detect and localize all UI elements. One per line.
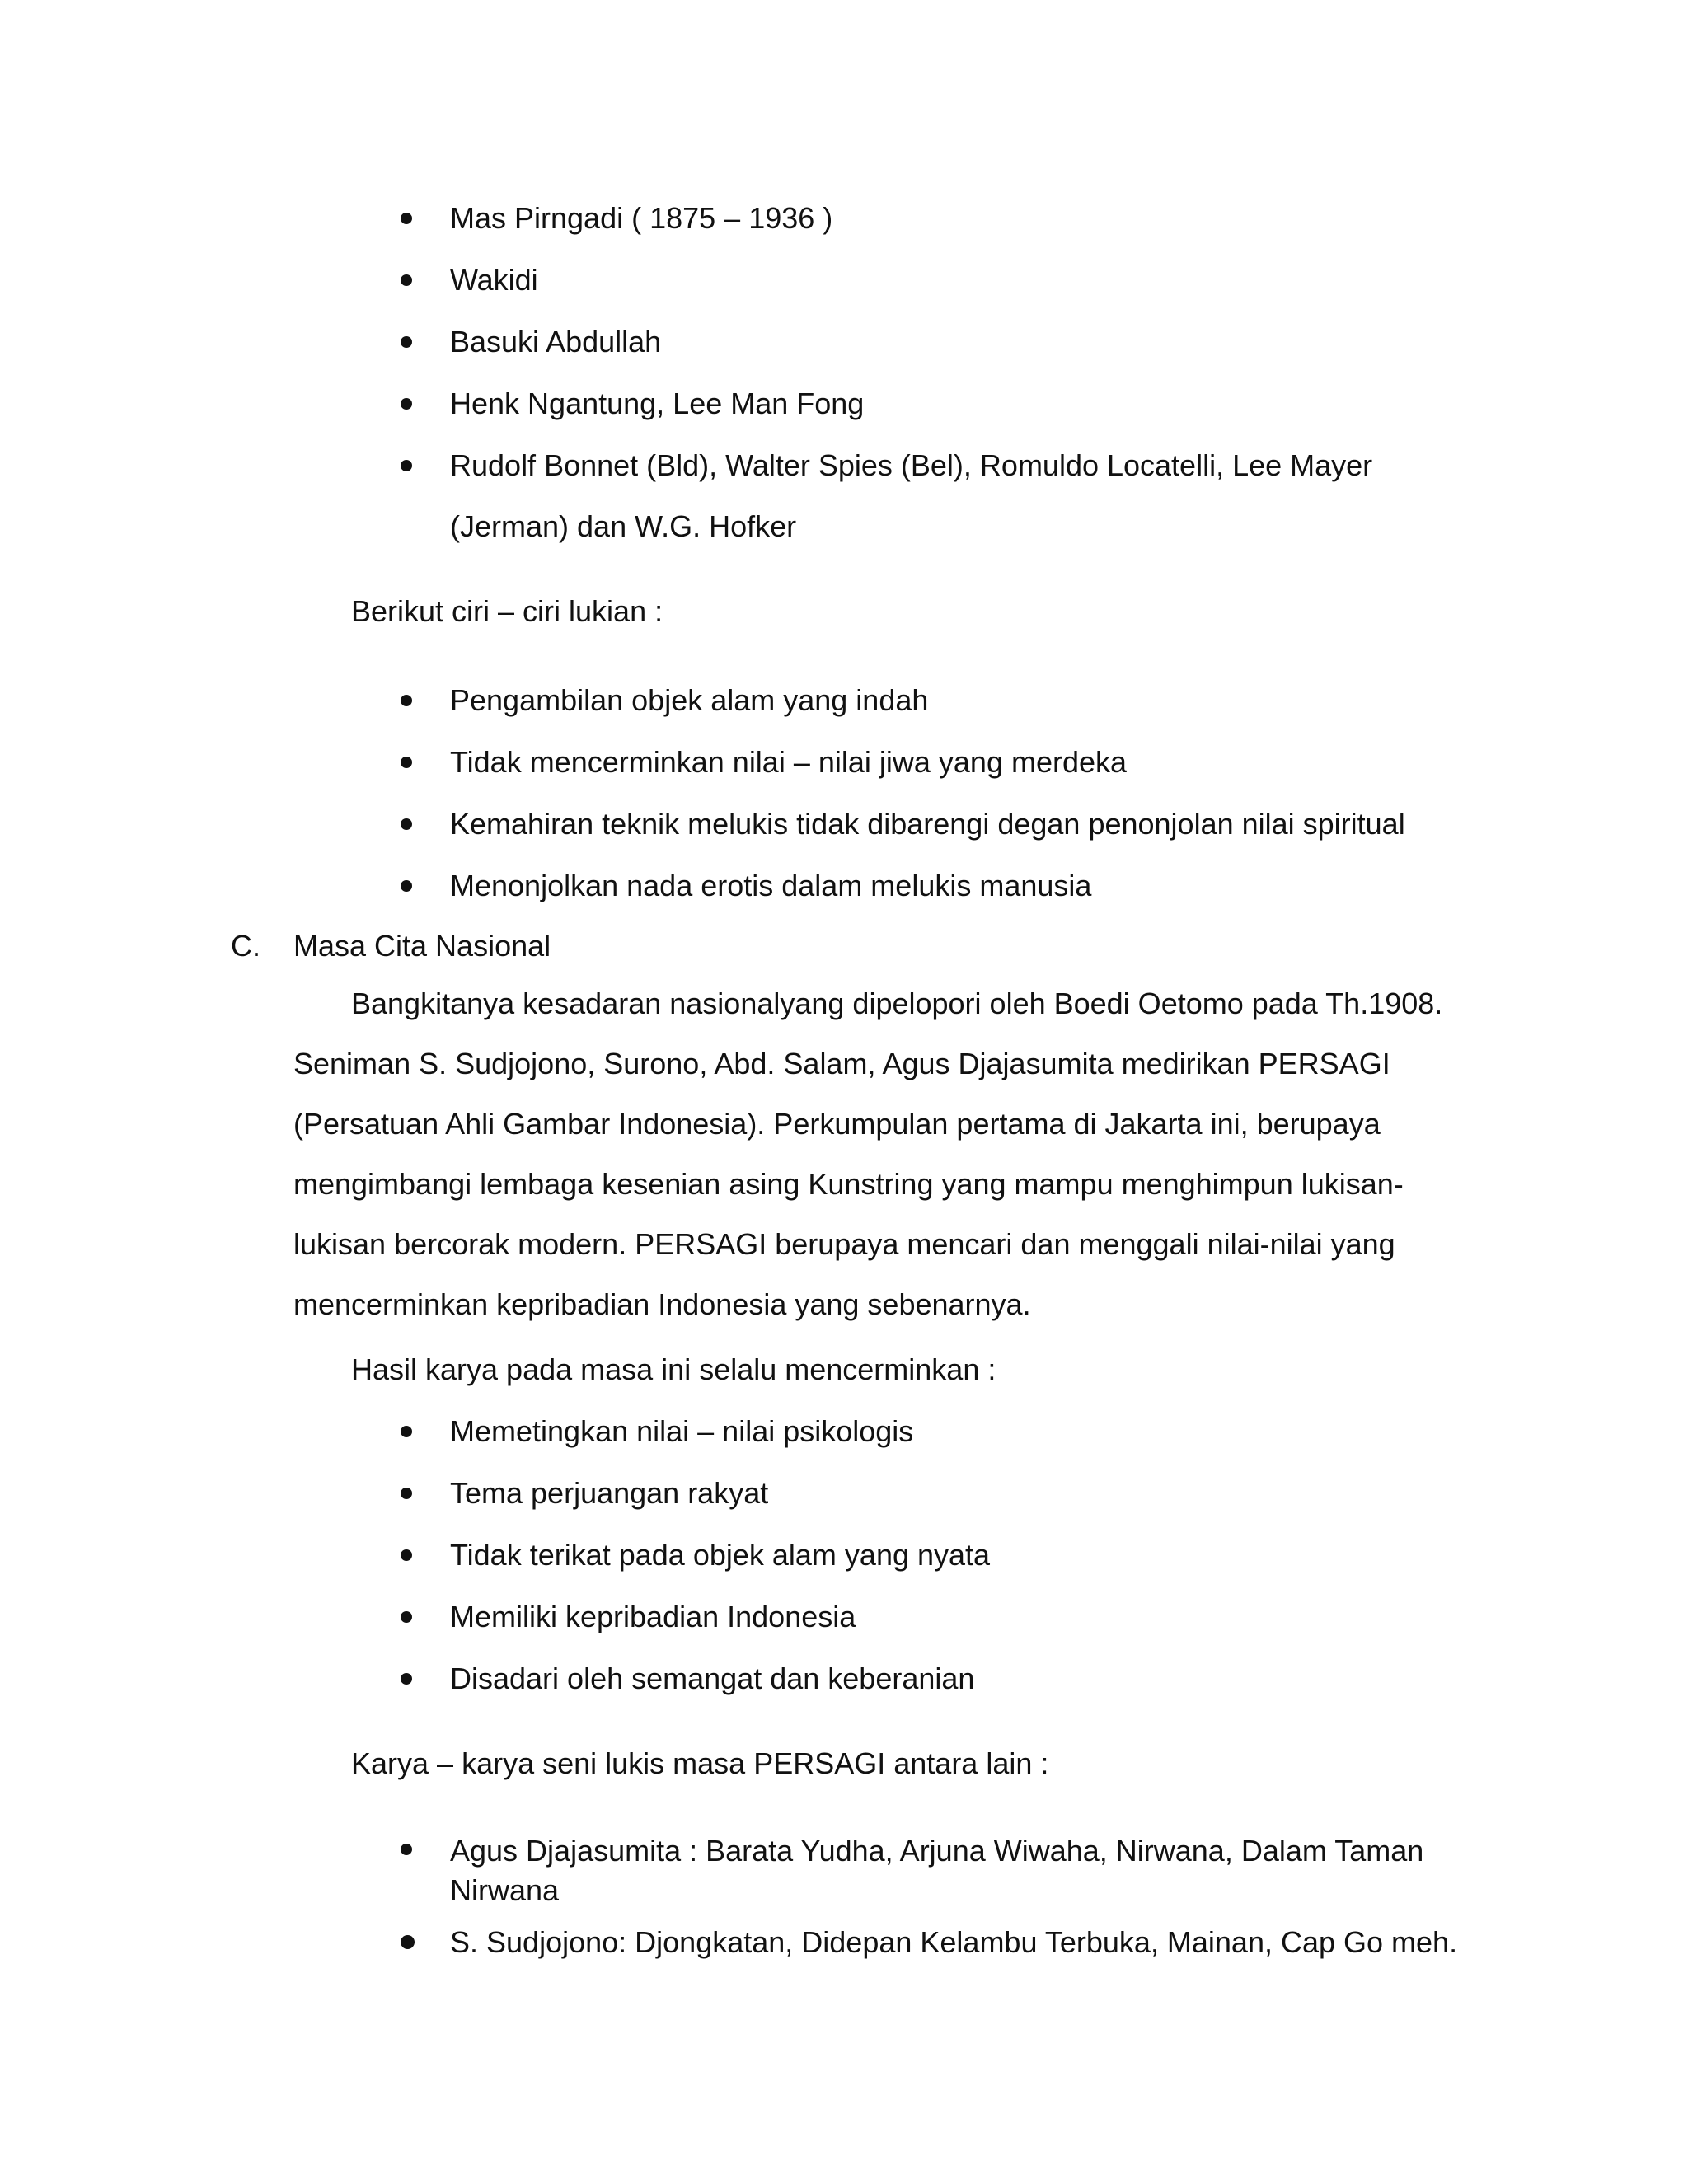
bullet-icon <box>401 695 412 706</box>
section-paragraph: Bangkitanya kesadaran nasionalyang dipelopori oleh Boedi Oetomo pada Th.1908. Seniman S. Sudjojono, Surono, Abd. Salam, Agus Djajasumita medirikan PERSAGI (Persatuan Ahli Gambar Indonesia). Perkumpulan pertama di Jakarta ini, berupaya mengimbangi lembaga kesenian asing Kunstring yang mampu menghimpun lukisan-lukisan bercorak modern. PERSAGI berupaya mencari dan menggali nilai-nilai yang mencerminkan kepribadian Indonesia yang sebenarnya. <box>293 987 1443 1321</box>
list-item-text: Basuki Abdullah <box>450 325 662 359</box>
bullet-icon <box>401 757 412 768</box>
list-item-text: Agus Djajasumita : Barata Yudha, Arjuna Wiwaha, Nirwana, Dalam Taman Nirwana <box>450 1834 1424 1907</box>
karya-intro: Karya – karya seni lukis masa PERSAGI antara lain : <box>351 1746 1049 1780</box>
bullet-icon <box>401 1426 412 1437</box>
bullet-icon <box>401 398 412 410</box>
list-item-text: Mas Pirngadi ( 1875 – 1936 ) <box>450 201 833 235</box>
list-item-text: Memiliki kepribadian Indonesia <box>450 1600 856 1633</box>
bullet-icon <box>401 460 412 471</box>
bullet-icon <box>401 1611 412 1623</box>
list-item-text: Tema perjuangan rakyat <box>450 1476 769 1510</box>
hasil-intro: Hasil karya pada masa ini selalu mencerminkan : <box>351 1352 996 1386</box>
list-item-text: Wakidi <box>450 263 538 297</box>
list-item-continuation: (Jerman) dan W.G. Hofker <box>450 509 797 543</box>
list-item-text: Kemahiran teknik melukis tidak dibarengi degan penonjolan nilai spiritual <box>450 807 1405 841</box>
list-item-text: Tidak mencerminkan nilai – nilai jiwa yang merdeka <box>450 745 1128 779</box>
list-item-text: Pengambilan objek alam yang indah <box>450 683 929 717</box>
list-item-text: Disadari oleh semangat dan keberanian <box>450 1661 975 1695</box>
bullet-icon <box>401 880 412 892</box>
bullet-icon <box>401 274 412 286</box>
list-item-text: S. Sudjojono: Djongkatan, Didepan Kelambu Terbuka, Mainan, Cap Go meh. <box>450 1925 1458 1959</box>
section-title: Masa Cita Nasional <box>293 929 551 963</box>
list-item-text: Memetingkan nilai – nilai psikologis <box>450 1414 914 1448</box>
list-item-text: Henk Ngantung, Lee Man Fong <box>450 387 865 420</box>
bullet-icon <box>401 818 412 830</box>
list-item-text: Rudolf Bonnet (Bld), Walter Spies (Bel), Romuldo Locatelli, Lee Mayer <box>450 448 1373 482</box>
bullet-icon <box>401 336 412 348</box>
list-item-text: Menonjolkan nada erotis dalam melukis manusia <box>450 869 1092 902</box>
bullet-icon <box>401 213 412 224</box>
section-label: C. <box>231 929 260 963</box>
bullet-icon <box>401 1673 412 1685</box>
bullet-icon <box>401 1488 412 1499</box>
bullet-icon <box>401 1549 412 1561</box>
bullet-icon <box>401 1935 415 1949</box>
bullet-icon <box>401 1844 412 1855</box>
list-item-text: Tidak terikat pada objek alam yang nyata <box>450 1538 991 1572</box>
ciri-intro: Berikut ciri – ciri lukian : <box>351 594 663 628</box>
